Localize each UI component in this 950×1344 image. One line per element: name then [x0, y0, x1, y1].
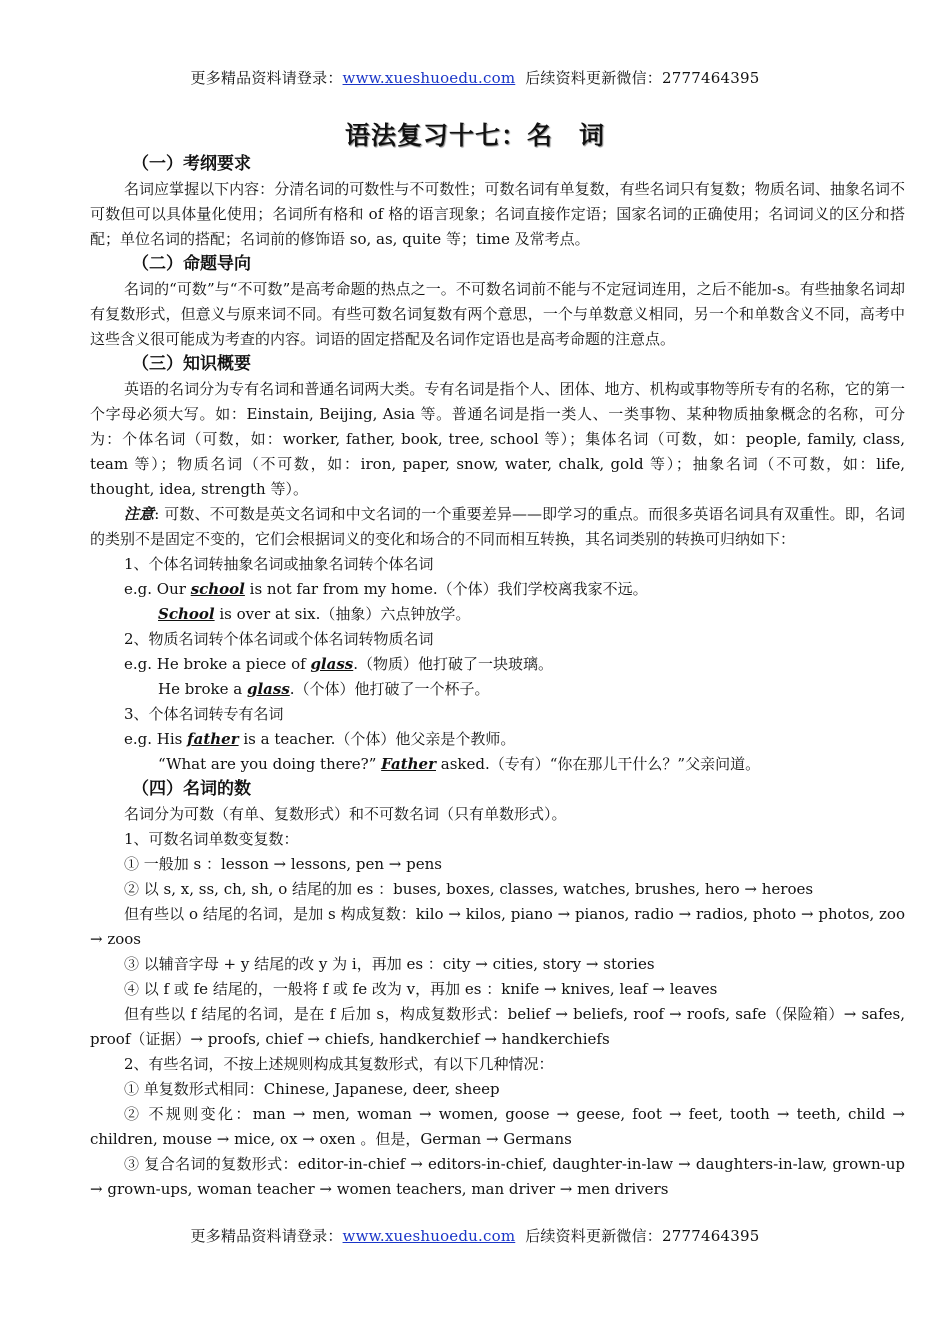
- rule-2b: ② 不规则变化：man → men, woman → women, goose → geese, foot → feet, tooth → teeth, child → children, mouse → mice, ox → oxen 。但是，German → Germans: [90, 1105, 905, 1148]
- note-paragraph: [90, 502, 905, 552]
- footer-prefix: 更多精品资料请登录：: [190, 1227, 343, 1245]
- section-4-intro: 名词分为可数（有单、复数形式）和不可数名词（只有单数形式）。: [124, 805, 567, 823]
- section-heading-1: （一）考纲要求: [132, 154, 251, 174]
- rule-1d-exception: 但有些以 f 结尾的名词，是在 f 后加 s，构成复数形式：belief → beliefs, roof → roofs, safe（保险箱）→ safes, proof（证据）→ proofs, chief → chiefs, handkerchief → handkerchiefs: [90, 1005, 905, 1048]
- rule-2: 2、有些名词，不按上述规则构成其复数形式，有以下几种情况：: [124, 1055, 554, 1073]
- example-6: “What are you doing there?” Father asked.（专有）“你在那儿干什么？”父亲问道。: [158, 755, 761, 773]
- footer-suffix: 后续资料更新微信：2777464395: [525, 1227, 760, 1245]
- keyword: Father: [381, 755, 436, 773]
- keyword: School: [158, 605, 215, 623]
- page-title: 语法复习十七：名 词: [344, 121, 605, 150]
- example-1: e.g. Our school is not far from my home.（个体）我们学校离我家不远。: [124, 580, 648, 598]
- keyword: glass: [310, 655, 354, 673]
- example-2: School is over at six.（抽象）六点钟放学。: [158, 605, 471, 623]
- rule-1a: ① 一般加 s ：lesson → lessons, pen → pens: [124, 855, 442, 873]
- rule-1: 1、可数名词单数变复数：: [124, 830, 299, 848]
- page-header: [0, 67, 950, 88]
- header-link[interactable]: www.xueshuoedu.com: [342, 69, 516, 87]
- section-3-text: 英语的名词分为专有名词和普通名词两大类。专有名词是指个人、团体、地方、机构或事物等所专有的名称，它的第一个字母必须大写。如：Einstain, Beijing, Asia 等。普通名词是指一类人、一类事物、某种物质抽象概念的名称，可分为：个体名词（可数，如：worker, father, book, tree, school 等）；集体名词（可数，如：people, family, class, team 等）；物质名词（不可数，如：iron, paper, snow, water, chalk, gold 等）；抽象名词（不可数，如：life, thought, idea, strength 等）。: [90, 380, 905, 498]
- rule-1b-exception: 但有些以 o 结尾的名词，是加 s 构成复数：kilo → kilos, piano → pianos, radio → radios, photo → photos, zoo → zoos: [90, 905, 905, 948]
- footer-link[interactable]: www.xueshuoedu.com: [342, 1227, 516, 1245]
- rule-1c: ③ 以辅音字母 + y 结尾的改 y 为 i，再加 es ：city → cities, story → stories: [124, 955, 655, 973]
- conversion-item-2: 2、物质名词转个体名词或个体名词转物质名词: [124, 630, 434, 648]
- rule-1b: ② 以 s, x, ss, ch, sh, o 结尾的加 es ：buses, boxes, classes, watches, brushes, hero → heroes: [124, 880, 814, 898]
- conversion-item-1: 1、个体名词转抽象名词或抽象名词转个体名词: [124, 555, 434, 573]
- keyword: father: [187, 730, 239, 748]
- example-5: e.g. His father is a teacher.（个体）他父亲是个教师。: [124, 730, 516, 748]
- rule-1d: ④ 以 f 或 fe 结尾的，一般将 f 或 fe 改为 v，再加 es ：knife → knives, leaf → leaves: [124, 980, 718, 998]
- document-body: [90, 152, 905, 1202]
- page-footer: [0, 1225, 950, 1246]
- keyword: glass: [246, 680, 290, 698]
- section-2-text: 名词的“可数”与“不可数”是高考命题的热点之一。不可数名词前不能与不定冠词连用，之后不能加-s。有些抽象名词却有复数形式，但意义与原来词不同。有些可数名词复数有两个意思，一个与单数意义相同，另一个和单数含义不同，高考中这些含义很可能成为考查的内容。词语的固定搭配及名词作定语也是高考命题的注意点。: [90, 280, 905, 348]
- section-1-text: 名词应掌握以下内容：分清名词的可数性与不可数性；可数名词有单复数，有些名词只有复数；物质名词、抽象名词不可数但可以具体量化使用；名词所有格和 of 格的语言现象；名词直接作定语；国家名词的正确使用；名词词义的区分和搭配；单位名词的搭配；名词前的修饰语 so, as, quite 等；time 及常考点。: [90, 180, 905, 248]
- header-suffix: 后续资料更新微信：2777464395: [525, 69, 760, 87]
- header-prefix: 更多精品资料请登录：: [190, 69, 343, 87]
- rule-2a: ① 单复数形式相同：Chinese, Japanese, deer, sheep: [124, 1080, 500, 1098]
- example-4: He broke a glass.（个体）他打破了一个杯子。: [158, 680, 490, 698]
- note-label: 注意: [124, 505, 155, 523]
- section-heading-2: （二）命题导向: [132, 254, 251, 274]
- section-heading-4: （四）名词的数: [132, 779, 251, 799]
- rule-2c: ③ 复合名词的复数形式：editor-in-chief → editors-in-chief, daughter-in-law → daughters-in-law, grown-up → grown-ups, woman teacher → women teachers, man driver → men drivers: [90, 1155, 905, 1198]
- conversion-item-3: 3、个体名词转专有名词: [124, 705, 284, 723]
- note-text: : 可数、不可数是英文名词和中文名词的一个重要差异——即学习的重点。而很多英语名词具有双重性。即，名词的类别不是固定不变的，它们会根据词义的变化和场合的不同而相互转换，其名词类别的转换可归纳如下：: [90, 505, 905, 548]
- keyword: school: [190, 580, 245, 598]
- example-3: e.g. He broke a piece of glass.（物质）他打破了一块玻璃。: [124, 655, 554, 673]
- section-heading-3: （三）知识概要: [132, 354, 251, 374]
